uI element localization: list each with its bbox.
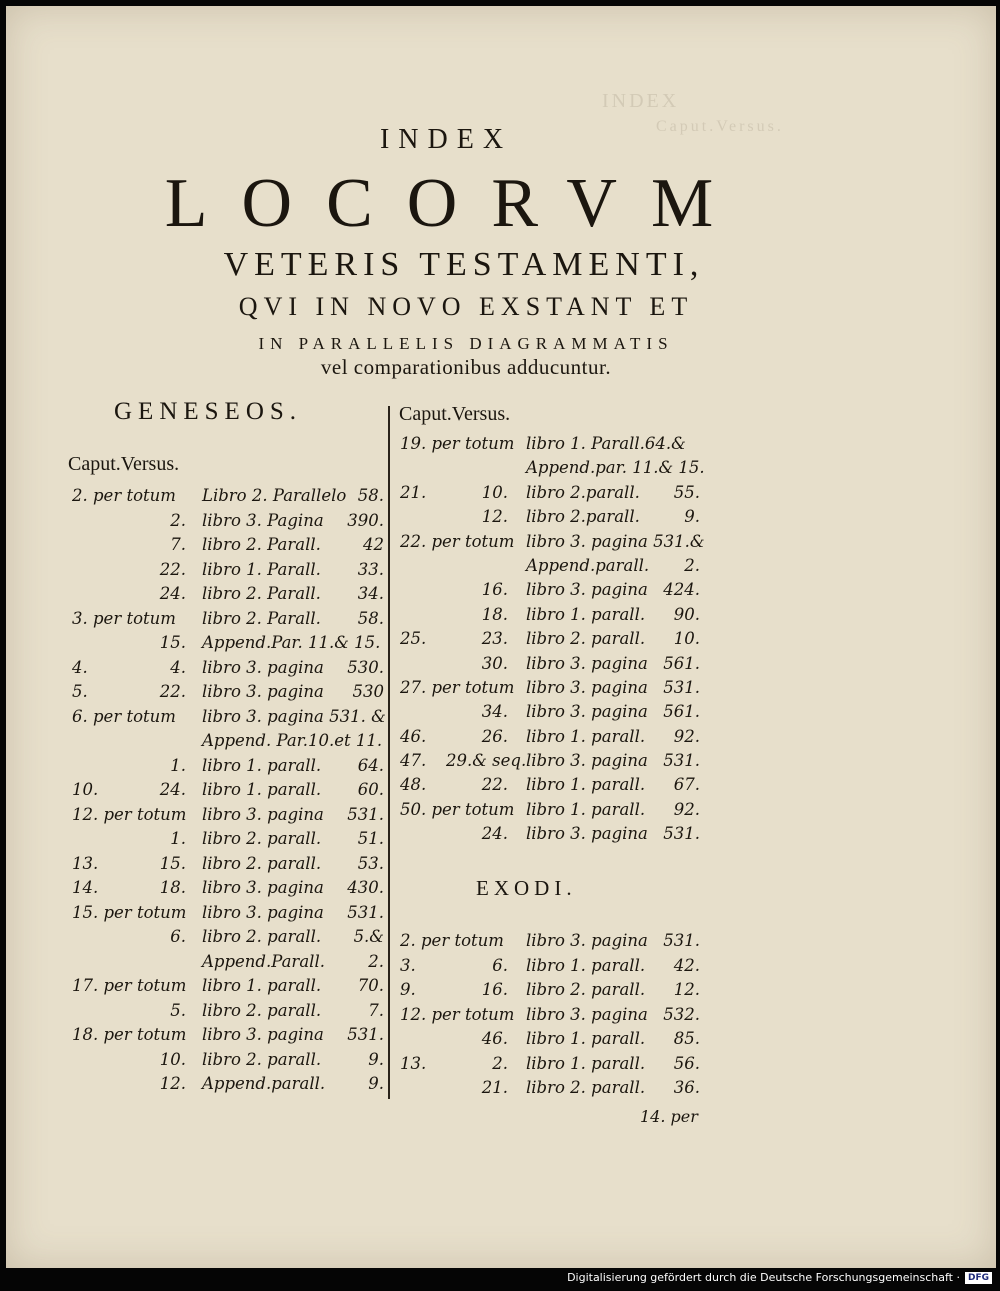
column-header-left: Caput.Versus. <box>68 453 180 475</box>
page-cell: 33. <box>357 559 384 579</box>
page-cell: 9. <box>368 1049 384 1069</box>
reference-cell: libro 1. Parall. <box>202 559 321 579</box>
reference-cell: libro 3. Pagina <box>202 510 324 530</box>
reference-cell: libro 1. Parall.64.& <box>526 434 686 453</box>
title-comparationibus: vel comparationibus adducuntur. <box>320 355 612 379</box>
reference-cell: libro 1. parall. <box>202 976 322 995</box>
title-index: INDEX <box>379 124 513 155</box>
page-cell: 55. <box>673 482 700 502</box>
reference-cell: libro 1. parall. <box>202 755 322 775</box>
digitization-footer <box>567 1271 992 1284</box>
chapter-cell: 18. per totum <box>72 1025 187 1044</box>
reference-cell: Append.parall. <box>526 555 650 575</box>
reference-cell: libro 3. pagina <box>526 702 648 722</box>
verse-cell: 23. <box>481 629 508 649</box>
page-cell: 42. <box>673 955 700 975</box>
chapter-cell: 19. per totum <box>400 434 515 453</box>
reference-cell: libro 1. parall. <box>526 1029 646 1048</box>
reference-cell: libro 1. parall. <box>526 726 646 746</box>
page-cell: 60. <box>357 780 384 799</box>
chapter-cell: 50. per totum <box>400 799 515 819</box>
show-through-text: INDEX <box>602 90 680 112</box>
chapter-cell: 27. per totum <box>400 677 515 697</box>
chapter-cell: 4. <box>72 657 88 677</box>
page-cell: 530. <box>347 657 384 677</box>
reference-cell: libro 1. parall. <box>526 604 646 624</box>
reference-cell: libro 3. pagina <box>526 580 648 600</box>
page-cell: 2. <box>684 555 700 575</box>
reference-cell: Append. Par.10.et 11. <box>202 731 383 750</box>
page-cell: 42 <box>363 535 384 554</box>
reference-cell: Append.par. 11.& 15. <box>526 458 705 478</box>
chapter-cell: 22. per totum <box>400 531 515 551</box>
page-cell: 531. <box>663 931 700 950</box>
verse-cell: 2. <box>170 510 186 530</box>
reference-cell: Libro 2. Parallelo <box>202 486 347 505</box>
chapter-cell: 47. <box>400 751 427 771</box>
page-cell: 2. <box>368 951 384 971</box>
chapter-cell: 5. <box>72 682 88 701</box>
verse-cell: 15. <box>159 633 186 652</box>
verse-cell: 7. <box>170 535 186 554</box>
column-divider <box>388 406 390 1099</box>
reference-cell: libro 3. pagina 531.& <box>526 531 705 551</box>
verse-cell: 18. <box>159 878 186 897</box>
page-cell: 53. <box>357 853 384 873</box>
reference-cell: libro 2. parall. <box>526 980 646 999</box>
section-heading-exodi: EXODI. <box>476 876 577 900</box>
page-cell: 7. <box>368 1000 384 1020</box>
verse-cell: 18. <box>481 604 508 624</box>
page-cell: 34. <box>357 584 384 603</box>
reference-cell: libro 2. Parall. <box>202 535 321 554</box>
show-through-text-2: Caput.Versus. <box>656 118 784 135</box>
verse-cell: 4. <box>170 657 186 677</box>
reference-cell: libro 1. parall. <box>526 799 646 819</box>
reference-cell: libro 2. parall. <box>526 1078 646 1097</box>
page-cell: 9. <box>368 1074 384 1093</box>
reference-cell: libro 2. parall. <box>202 1000 322 1020</box>
chapter-cell: 46. <box>400 726 427 746</box>
reference-cell: libro 3. pagina <box>202 902 324 922</box>
reference-cell: libro 2. parall. <box>202 853 322 873</box>
chapter-cell: 10. <box>72 780 99 799</box>
reference-cell: libro 2.parall. <box>526 507 640 527</box>
chapter-cell: 14. <box>72 878 99 897</box>
chapter-cell: 9. <box>400 980 416 999</box>
verse-cell: 16. <box>481 980 508 999</box>
verse-cell: 29.& seq. <box>446 751 527 771</box>
page-cell: 531. <box>663 677 700 697</box>
reference-cell: libro 1. parall. <box>526 775 646 795</box>
page-cell: 90. <box>673 604 700 624</box>
chapter-cell: 3. <box>400 955 416 975</box>
chapter-cell: 3. per totum <box>72 608 176 628</box>
page-cell: 531. <box>663 824 700 844</box>
verse-cell: 24. <box>159 584 186 603</box>
verse-cell: 6. <box>170 927 186 946</box>
chapter-cell: 15. per totum <box>72 902 187 922</box>
title-in-parallelis: IN PARALLELIS DIAGRAMMATIS <box>258 334 674 353</box>
page-cell: 561. <box>663 702 700 722</box>
verse-cell: 22. <box>481 775 508 795</box>
chapter-cell: 2. per totum <box>400 931 504 950</box>
verse-cell: 2. <box>492 1053 508 1073</box>
verse-cell: 6. <box>492 955 508 975</box>
verse-cell: 22. <box>159 559 186 579</box>
verse-cell: 26. <box>481 726 508 746</box>
page-cell: 5.& <box>353 927 384 946</box>
column-header-right: Caput.Versus. <box>399 403 511 425</box>
verse-cell: 12. <box>481 507 508 527</box>
verse-cell: 30. <box>481 653 508 673</box>
catchword: 14. per <box>640 1107 698 1126</box>
chapter-cell: 13. <box>72 853 99 873</box>
verse-cell: 24. <box>159 780 186 799</box>
page-cell: 58. <box>357 608 384 628</box>
page-cell: 390. <box>347 510 384 530</box>
verse-cell: 10. <box>481 482 508 502</box>
reference-cell: libro 3. pagina <box>526 824 648 844</box>
chapter-cell: 2. per totum <box>72 486 176 505</box>
reference-cell: libro 3. pagina 531. & <box>202 706 386 726</box>
reference-cell: libro 3. pagina <box>526 653 648 673</box>
page-cell: 10. <box>673 629 700 649</box>
reference-cell: libro 2.parall. <box>526 482 640 502</box>
page-cell: 70. <box>357 976 384 995</box>
book-page <box>6 6 996 1268</box>
page-cell: 12. <box>673 980 700 999</box>
page-cell: 58. <box>357 486 384 505</box>
verse-cell: 12. <box>159 1074 186 1093</box>
reference-cell: Append.Parall. <box>202 951 325 971</box>
page-cell: 424. <box>663 580 700 600</box>
page-cell: 56. <box>673 1053 700 1073</box>
section-heading-geneseos: GENESEOS. <box>114 398 303 425</box>
verse-cell: 21. <box>481 1078 508 1097</box>
page-cell: 64. <box>357 755 384 775</box>
reference-cell: libro 3. pagina <box>526 1004 648 1024</box>
title-veteris-testamenti: VETERIS TESTAMENTI, <box>223 246 705 283</box>
chapter-cell: 12. per totum <box>72 804 187 824</box>
reference-cell: libro 3. pagina <box>526 931 648 950</box>
reference-cell: libro 1. parall. <box>526 955 646 975</box>
reference-cell: libro 3. pagina <box>202 1025 324 1044</box>
reference-cell: libro 1. parall. <box>202 780 322 799</box>
title-qui-in-novo: QVI IN NOVO EXSTANT ET <box>238 292 694 321</box>
verse-cell: 1. <box>170 755 186 775</box>
dfg-logo: DFG <box>965 1272 992 1284</box>
reference-cell: libro 3. pagina <box>526 751 648 771</box>
reference-cell: libro 3. pagina <box>202 657 324 677</box>
chapter-cell: 21. <box>400 482 427 502</box>
page-cell: 51. <box>357 829 384 848</box>
chapter-cell: 25. <box>400 629 427 649</box>
chapter-cell: 13. <box>400 1053 427 1073</box>
verse-cell: 34. <box>481 702 508 722</box>
page-cell: 92. <box>673 799 700 819</box>
page-cell: 561. <box>663 653 700 673</box>
page-cell: 67. <box>673 775 700 795</box>
verse-cell: 1. <box>170 829 186 848</box>
reference-cell: Append.parall. <box>202 1074 326 1093</box>
verse-cell: 15. <box>159 853 186 873</box>
footer-text: Digitalisierung gefördert durch die Deutsche Forschungsgemeinschaft · <box>567 1271 960 1284</box>
verse-cell: 5. <box>170 1000 186 1020</box>
chapter-cell: 6. per totum <box>72 706 176 726</box>
verse-cell: 24. <box>481 824 508 844</box>
page-cell: 430. <box>347 878 384 897</box>
reference-cell: libro 2. parall. <box>202 927 322 946</box>
chapter-cell: 12. per totum <box>400 1004 515 1024</box>
reference-cell: libro 3. pagina <box>202 878 324 897</box>
verse-cell: 16. <box>481 580 508 600</box>
page-cell: 532. <box>663 1004 700 1024</box>
reference-cell: libro 2. parall. <box>202 829 322 848</box>
page-cell: 531. <box>663 751 700 771</box>
verse-cell: 22. <box>159 682 186 701</box>
page-cell: 531. <box>347 1025 384 1044</box>
title-locorum: LOCORVM <box>164 165 748 242</box>
reference-cell: libro 3. pagina <box>202 682 324 701</box>
page-cell: 530 <box>352 682 384 701</box>
chapter-cell: 17. per totum <box>72 976 187 995</box>
page-cell: 9. <box>684 507 700 527</box>
verse-cell: 46. <box>481 1029 508 1048</box>
verse-cell: 10. <box>159 1049 186 1069</box>
reference-cell: libro 3. pagina <box>526 677 648 697</box>
reference-cell: libro 2. parall. <box>202 1049 322 1069</box>
page-cell: 36. <box>673 1078 700 1097</box>
reference-cell: Append.Par. 11.& 15. <box>202 633 381 652</box>
reference-cell: libro 2. Parall. <box>202 584 321 603</box>
page-cell: 531. <box>347 902 384 922</box>
page-cell: 85. <box>673 1029 700 1048</box>
page-cell: 92. <box>673 726 700 746</box>
chapter-cell: 48. <box>400 775 427 795</box>
reference-cell: libro 2. parall. <box>526 629 646 649</box>
reference-cell: libro 3. pagina <box>202 804 324 824</box>
page-cell: 531. <box>347 804 384 824</box>
reference-cell: libro 1. parall. <box>526 1053 646 1073</box>
reference-cell: libro 2. Parall. <box>202 608 321 628</box>
